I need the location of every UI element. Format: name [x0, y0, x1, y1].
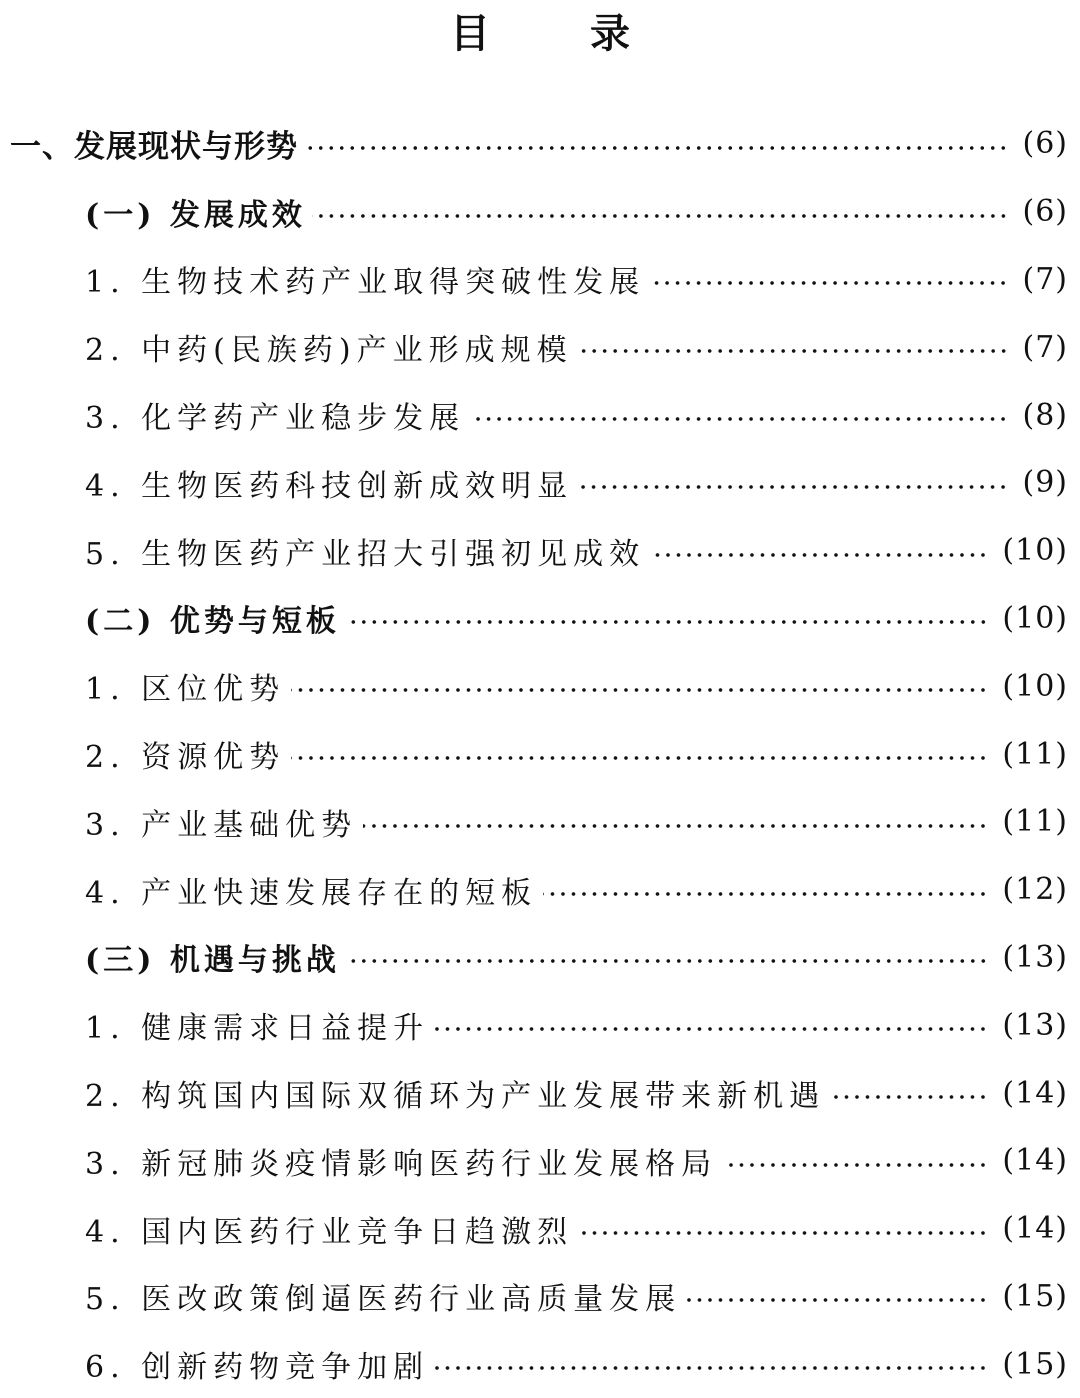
toc-entry-title: 4. 国内医药行业竞争日趋激烈 — [85, 1214, 574, 1250]
toc-page-number: (14) — [1002, 1211, 1068, 1247]
toc-entry[interactable] — [0, 720, 1080, 788]
toc-entry[interactable] — [0, 381, 1080, 449]
toc-page-number: (7) — [1022, 261, 1068, 297]
toc-entry-title: 6. 创新药物竞争加剧 — [85, 1350, 430, 1386]
dot-leader — [543, 890, 988, 898]
dot-leader — [312, 212, 1009, 220]
dot-leader — [291, 754, 988, 762]
dot-leader — [579, 347, 1009, 355]
toc-entry[interactable] — [0, 517, 1080, 585]
toc-page-number: (13) — [1002, 939, 1068, 975]
toc-entry-title: 4. 产业快速发展存在的短板 — [85, 875, 538, 911]
toc-page-number: (7) — [1022, 329, 1068, 365]
toc-entry[interactable] — [0, 856, 1080, 924]
toc-entry[interactable] — [0, 1127, 1080, 1195]
toc-page-number: (13) — [1002, 1007, 1068, 1043]
toc-entry-title: 1. 区位优势 — [85, 672, 286, 708]
toc-entry[interactable] — [0, 178, 1080, 246]
toc-entry-title: 3. 化学药产业稳步发展 — [85, 401, 466, 437]
toc-page-number: (12) — [1002, 872, 1068, 908]
toc-entry[interactable] — [0, 652, 1080, 720]
toc-entry-title: 3. 产业基础优势 — [85, 807, 358, 843]
toc-page-number: (14) — [1002, 1143, 1068, 1179]
dot-leader — [579, 1229, 988, 1237]
toc-entry-title: 4. 生物医药科技创新成效明显 — [85, 468, 574, 504]
toc-page-number: (10) — [1002, 600, 1068, 636]
title-char-1: 目 — [450, 11, 490, 57]
dot-leader — [291, 686, 988, 694]
dot-leader — [346, 957, 989, 965]
toc-entry[interactable] — [0, 788, 1080, 856]
toc-entry-title: 5. 医改政策倒逼医药行业高质量发展 — [85, 1282, 682, 1318]
toc-entry[interactable] — [0, 449, 1080, 517]
toc-page-number: (6) — [1022, 194, 1068, 230]
toc-page-number: (15) — [1002, 1278, 1068, 1314]
dot-leader — [435, 1364, 988, 1372]
toc-entry-title: (一) 发展成效 — [85, 197, 306, 233]
toc-entry[interactable] — [0, 991, 1080, 1059]
toc-entry-title: (三) 机遇与挑战 — [85, 943, 340, 979]
dot-leader — [651, 279, 1008, 287]
dot-leader — [435, 1025, 988, 1033]
page-title — [0, 2, 1080, 59]
toc-page-number: (11) — [1002, 804, 1068, 840]
toc-entry[interactable] — [0, 924, 1080, 992]
toc-page-number: (10) — [1002, 668, 1068, 704]
toc-entry-title: 1. 健康需求日益提升 — [85, 1011, 430, 1047]
toc-entry[interactable] — [0, 1263, 1080, 1331]
toc-entry-title: 一、发展现状与形势 — [10, 129, 298, 166]
toc-entry-title: 2. 构筑国内国际双循环为产业发展带来新机遇 — [85, 1079, 826, 1115]
dot-leader — [831, 1093, 988, 1101]
dot-leader — [346, 618, 989, 626]
toc-page-number: (6) — [1022, 126, 1068, 162]
toc-entry[interactable] — [0, 1330, 1080, 1398]
toc-entry-title: 2. 资源优势 — [85, 740, 286, 776]
dot-leader — [304, 144, 1009, 152]
table-of-contents — [0, 110, 1080, 1398]
toc-entry[interactable] — [0, 1195, 1080, 1263]
toc-entry-title: 1. 生物技术药产业取得突破性发展 — [85, 265, 646, 301]
toc-page-number: (15) — [1002, 1346, 1068, 1382]
toc-entry[interactable] — [0, 313, 1080, 381]
toc-page-number: (11) — [1002, 736, 1068, 772]
dot-leader — [471, 415, 1008, 423]
toc-entry-title: 5. 生物医药产业招大引强初见成效 — [85, 536, 646, 572]
dot-leader — [723, 1161, 988, 1169]
dot-leader — [579, 483, 1008, 491]
dot-leader — [651, 551, 988, 559]
toc-page-number: (14) — [1002, 1075, 1068, 1111]
toc-entry[interactable] — [0, 1059, 1080, 1127]
toc-entry-title: (二) 优势与短板 — [85, 604, 340, 640]
toc-page-number: (10) — [1002, 533, 1068, 569]
toc-entry-title: 3. 新冠肺炎疫情影响医药行业发展格局 — [85, 1146, 718, 1182]
toc-entry[interactable] — [0, 246, 1080, 314]
toc-entry[interactable] — [0, 585, 1080, 653]
toc-entry-title: 2. 中药(民族药)产业形成规模 — [85, 333, 573, 369]
dot-leader — [687, 1296, 988, 1304]
title-char-2: 录 — [590, 11, 630, 57]
toc-page-number: (8) — [1022, 397, 1068, 433]
dot-leader — [363, 822, 988, 830]
toc-page-number: (9) — [1022, 465, 1068, 501]
toc-entry[interactable] — [0, 110, 1080, 178]
